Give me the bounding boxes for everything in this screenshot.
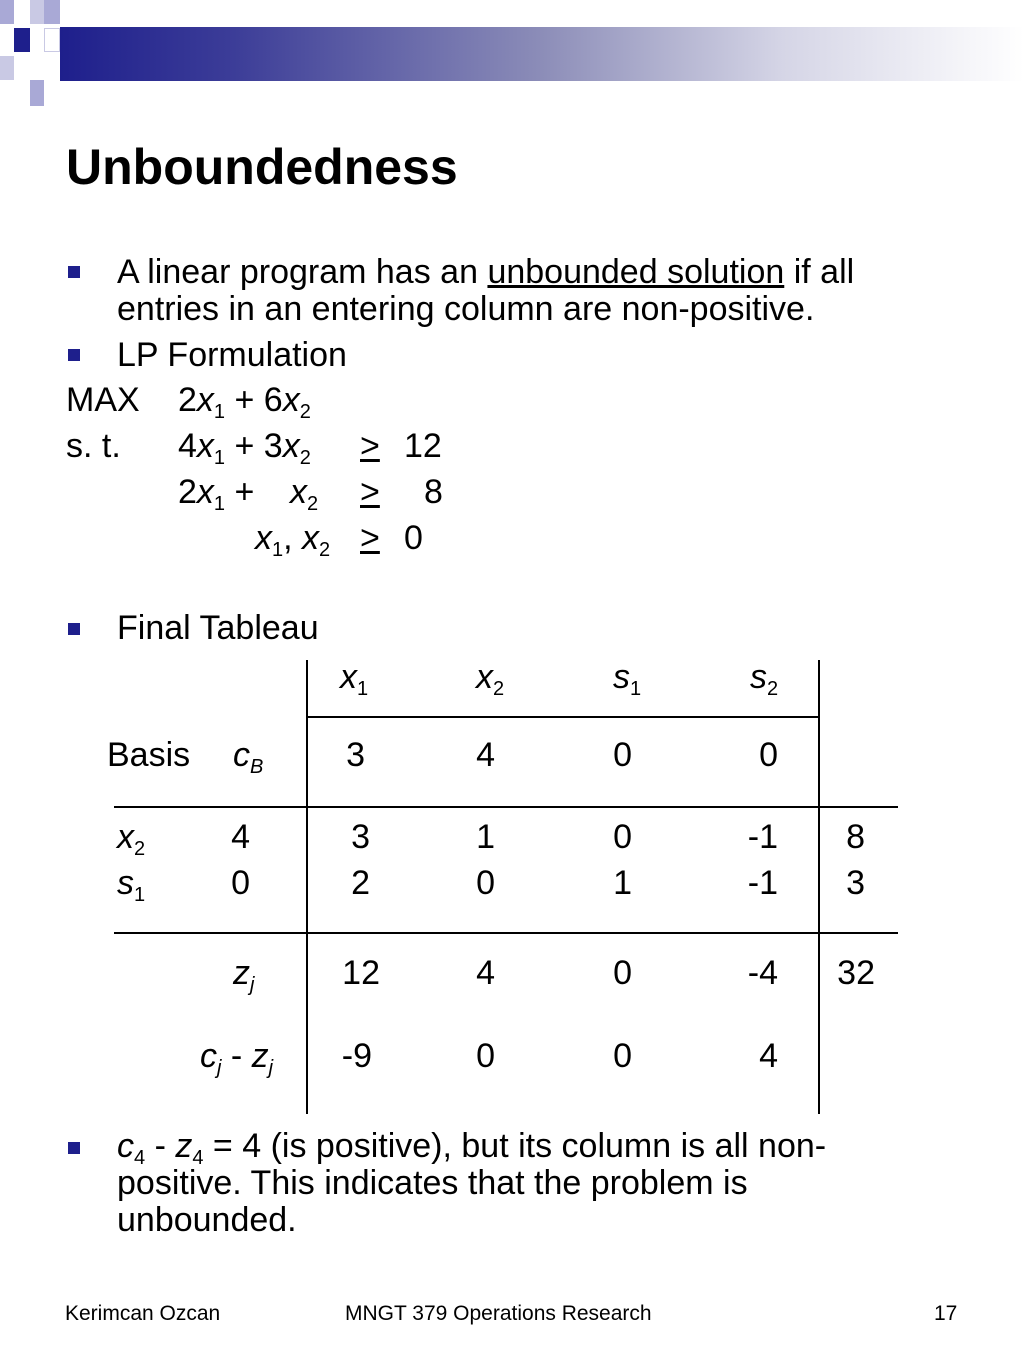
bullet-marker	[68, 623, 80, 635]
row-basis-var: $x_2$	[117, 818, 146, 860]
table-cell: 0	[613, 818, 632, 856]
header-square-3	[30, 0, 44, 24]
page-title: Unboundedness	[66, 139, 458, 195]
row-rhs: 3	[846, 864, 865, 902]
table-cell: 2	[351, 864, 370, 902]
bullet-4-line-3: unbounded.	[117, 1201, 297, 1239]
constraint-1-lhs: $4x_1 + 3x_2$	[178, 427, 311, 469]
bullet-1-part: if all	[784, 253, 855, 291]
header-square-4	[44, 0, 60, 24]
objective-function: $2x_1 + 6x_2$	[178, 381, 311, 423]
cj-zj-label: $c_j - z_j$	[200, 1037, 274, 1079]
table-cell: 0	[476, 864, 495, 902]
header-gradient-band	[60, 27, 1024, 81]
row-basis-var: $s_1$	[117, 864, 146, 906]
header-square-2	[14, 28, 30, 52]
row-cb: 0	[231, 864, 250, 902]
tableau-hline-body-top	[114, 806, 898, 808]
max-label: MAX	[66, 381, 140, 419]
tableau-vline-right	[818, 660, 820, 1114]
cost-cell: 3	[346, 736, 365, 774]
zj-cell: 0	[613, 954, 632, 992]
bullet-1-text	[117, 254, 854, 291]
zj-cell: -4	[747, 954, 778, 992]
unbounded-solution-term: unbounded solution	[487, 253, 785, 291]
subject-to-label: s. t.	[66, 427, 121, 465]
footer-page-number: 17	[934, 1302, 958, 1325]
cost-cell: 0	[759, 736, 778, 774]
header-square-5	[44, 28, 60, 52]
table-cell: -1	[747, 818, 778, 856]
cj-zj-cell: -9	[341, 1037, 372, 1075]
constraint-1-rhs: 12	[404, 427, 442, 465]
footer-course: MNGT 379 Operations Research	[345, 1302, 652, 1325]
col-header-s2: $s_2$	[749, 658, 779, 700]
bullet-marker	[68, 266, 80, 278]
constraint-2-x2: $x_2$	[290, 473, 319, 515]
cj-zj-cell: 0	[613, 1037, 632, 1075]
constraint-1-relation: >	[360, 427, 380, 465]
table-cell: 1	[476, 818, 495, 856]
nonnegativity-relation: >	[360, 519, 380, 557]
cj-zj-cell: 4	[759, 1037, 778, 1075]
cb-label: $c_B$	[233, 736, 264, 778]
bullet-marker	[68, 349, 80, 361]
zj-label: $z_j$	[233, 954, 255, 996]
zj-rhs: 32	[837, 954, 875, 992]
tableau-hline-body-bottom	[114, 932, 898, 934]
bullet-2-text: LP Formulation	[117, 336, 347, 374]
header-square-6	[0, 56, 14, 80]
constraint-2-rhs: 8	[424, 473, 443, 511]
table-cell: 3	[351, 818, 370, 856]
constraint-2-relation: >	[360, 473, 380, 511]
constraint-2-lhs: $2x_1$ +	[178, 473, 255, 515]
bullet-4-line-2: positive. This indicates that the problem is	[117, 1164, 748, 1202]
cost-cell: 0	[613, 736, 632, 774]
header-square-7	[30, 80, 44, 106]
col-header-x2: $x_2$	[475, 658, 505, 700]
col-header-x1: $x_1$	[339, 658, 369, 700]
table-cell: 1	[613, 864, 632, 902]
tableau-hline-header	[306, 716, 819, 718]
header-square-1	[0, 0, 14, 24]
nonnegativity-rhs: 0	[404, 519, 423, 557]
bullet-1-part: A linear program has an	[117, 253, 488, 291]
cost-cell: 4	[476, 736, 495, 774]
nonnegativity-lhs: $x_1$, $x_2$	[255, 519, 331, 561]
row-rhs: 8	[846, 818, 865, 856]
bullet-3-text: Final Tableau	[117, 609, 319, 647]
zj-cell: 4	[476, 954, 495, 992]
bullet-1-line-2: entries in an entering column are non-positive.	[117, 290, 815, 328]
basis-label: Basis	[107, 736, 191, 774]
footer-author: Kerimcan Ozcan	[65, 1302, 221, 1325]
bullet-4-text: $c_4 - z_4 = 4$ (is positive), but its column is all non-	[117, 1127, 827, 1169]
cj-zj-cell: 0	[476, 1037, 495, 1075]
zj-cell: 12	[342, 954, 380, 992]
tableau-vline-left	[306, 660, 308, 1114]
row-cb: 4	[231, 818, 250, 856]
col-header-s1: $s_1$	[612, 658, 642, 700]
bullet-marker	[68, 1142, 80, 1154]
table-cell: -1	[747, 864, 778, 902]
